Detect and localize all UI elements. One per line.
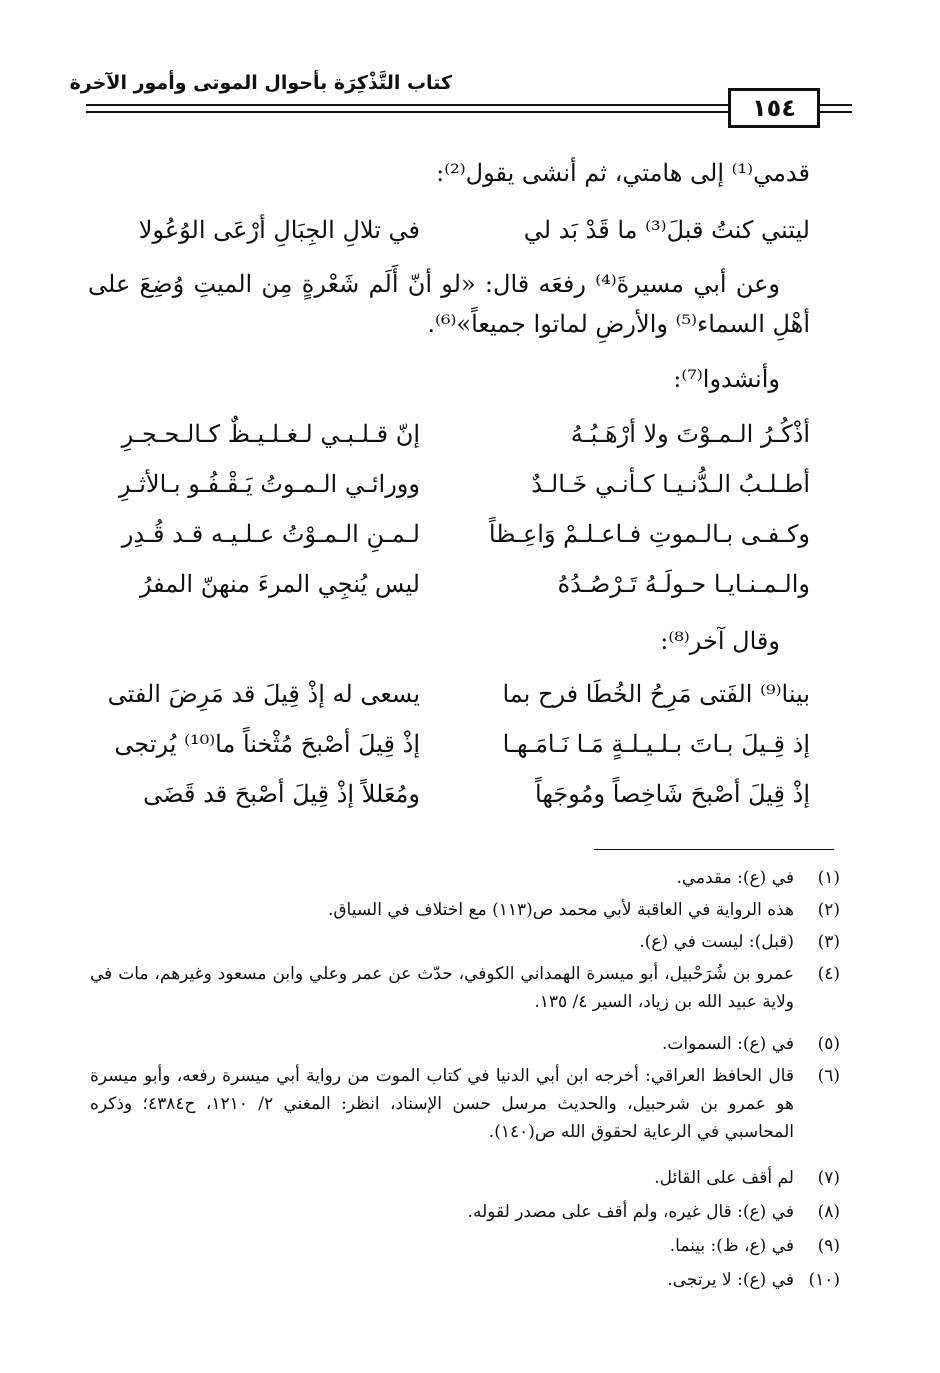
verse-second-hemistich: وورائـي الـمـوتُ يَـقْـفُـو بـالأثـرِ xyxy=(118,470,420,498)
verse-second-hemistich: إنّ قـلـبـي لـغـلـيـظٌ كـالـحـجـرِ xyxy=(121,420,420,448)
footnote-text: لم أقف على القائل. xyxy=(654,1168,794,1188)
body-line-2: وأنشدوا⁽⁷⁾: xyxy=(673,365,780,393)
running-header-title: كتاب التَّذْكِرَة بأحوال الموتى وأمور الآخرة xyxy=(69,72,452,94)
verse-first-hemistich: ليتني كنتُ قبلَ⁽³⁾ ما قَدْ بَد لي xyxy=(523,216,810,244)
header-rule-right-secondary xyxy=(820,111,852,113)
footnote-text: في (ع): مقدمي. xyxy=(676,868,794,888)
footnote-text: هذه الرواية في العاقبة لأبي محمد ص(١١٣) مع اختلاف في السياق. xyxy=(327,900,794,920)
footnote-number: (٧) xyxy=(817,1168,840,1188)
verse-first-hemistich: إذْ قِيلَ أصْبحَ شَاخِصاً ومُوجَهاً xyxy=(535,780,810,808)
page-number: ١٥٤ xyxy=(728,88,820,128)
footnote xyxy=(90,1266,840,1294)
footnote xyxy=(90,960,840,1016)
footnote-text: (قبل): ليست في (ع). xyxy=(639,932,794,952)
footnote xyxy=(90,928,840,956)
verse-first-hemistich: أذْكُـرُ الـمـوْتَ ولا أرْهَـبُـهُ xyxy=(570,420,810,448)
footnote-text: في (ع): قال غيره، ولم أقف على مصدر لقوله. xyxy=(467,1202,794,1222)
verse-first-hemistich: إذ قِـيلَ بـاتَ بـلـيـلـةٍ مَـا نَـامَـهـا xyxy=(502,730,810,758)
footnote-text: في (ع، ظ): بينما. xyxy=(669,1236,794,1256)
verse-line xyxy=(90,780,810,814)
footnote-number: (٣) xyxy=(817,932,840,952)
footnote xyxy=(90,1030,840,1058)
footnote-number: (٨) xyxy=(817,1202,840,1222)
footnote-number: (١٠) xyxy=(808,1270,840,1290)
footnote-number: (١) xyxy=(817,868,840,888)
footnote-number: (٥) xyxy=(817,1034,840,1054)
verse-line xyxy=(90,570,810,604)
footnote-text: قال الحافظ العراقي: أخرجه ابن أبي الدنيا في كتاب الموت من رواية أبي ميسرة رفعه، وأبو ميسرة هو عمرو بن شرحبيل، والحديث مرسل حسن الإسناد، انظر: المغني ٢/ ١٢١٠، ح٤٣٨٤؛ وذكره المحاسبي في الرعاية لحقوق الله ص(١٤٠). xyxy=(90,1066,794,1142)
verse-line xyxy=(90,520,810,554)
footnote xyxy=(90,864,840,892)
verse-second-hemistich: في تلالِ الجِبَالِ أرْعَى الوُعُولا xyxy=(138,216,420,244)
verse-line xyxy=(90,680,810,714)
verse-line xyxy=(90,420,810,454)
footnote xyxy=(90,896,840,924)
verse-second-hemistich: يسعى له إذْ قِيلَ قد مَرِضَ الفتى xyxy=(107,680,420,708)
footnote xyxy=(90,1062,840,1146)
verse-second-hemistich: ومُعَللاً إذْ قِيلَ أصْبحَ قد قَضَى xyxy=(143,780,420,808)
footnote-separator xyxy=(594,849,834,850)
verse-first-hemistich: أطـلـبُ الـدُّنـيـا كـأنـي خَـالـدٌ xyxy=(531,470,810,498)
footnote-text: عمرو بن شُرَحْبيل، أبو ميسرة الهمداني الكوفي، حدّث عن عمر وعلي وابن مسعود وغيرهم، مات في ولاية عبيد الله بن زياد، السير ٤/ ١٣٥. xyxy=(90,964,794,1012)
body-paragraph: وعن أبي مسيرةَ⁽⁴⁾ رفعَه قال: «لو أنّ أَلَم شَعْرةٍ مِن الميتِ وُضِعَ على أهْلِ السماء⁽⁵⁾ والأرضِ لماتوا جميعاً»⁽⁶⁾. xyxy=(88,270,810,338)
footnote-text: في (ع): لا يرتجى. xyxy=(667,1270,794,1290)
verse-first-hemistich: وكـفـى بـالـموتِ فـاعـلـمْ وَاعِـظاً xyxy=(488,520,810,548)
footnote-number: (٤) xyxy=(817,964,840,984)
body-line-3: وقال آخر⁽⁸⁾: xyxy=(660,627,780,655)
verse-line xyxy=(90,470,810,504)
footnote xyxy=(90,1198,840,1226)
footnote-number: (٦) xyxy=(817,1066,840,1086)
header-rule-right xyxy=(820,104,852,106)
header-rule xyxy=(86,104,836,106)
verse-line xyxy=(90,216,810,250)
body-line-1: قدمي⁽¹⁾ إلى هامتي، ثم أنشى يقول⁽²⁾: xyxy=(436,159,810,187)
header-rule-secondary xyxy=(86,111,728,113)
verse-first-hemistich: والـمـنـايـا حـولَـهُ تَـرْصُـدُهُ xyxy=(557,570,810,598)
footnote-number: (٩) xyxy=(817,1236,840,1256)
footnote-number: (٢) xyxy=(817,900,840,920)
footnote-text: في (ع): السموات. xyxy=(661,1034,794,1054)
footnote xyxy=(90,1164,840,1192)
verse-line xyxy=(90,730,810,764)
verse-second-hemistich: إذْ قِيلَ أصْبحَ مُثْخناً ما⁽¹⁰⁾ يُرتجى xyxy=(114,730,420,758)
verse-second-hemistich: ليس يُنجِي المرءَ منهنّ المفرُ xyxy=(139,570,420,598)
footnote xyxy=(90,1232,840,1260)
verse-second-hemistich: لـمـنِ الـمـوْتُ عـلـيـه قـد قُـدِر xyxy=(121,520,420,548)
verse-first-hemistich: بينا⁽⁹⁾ الفَتى مَرِحُ الخُطَا فرح بما xyxy=(502,680,810,708)
